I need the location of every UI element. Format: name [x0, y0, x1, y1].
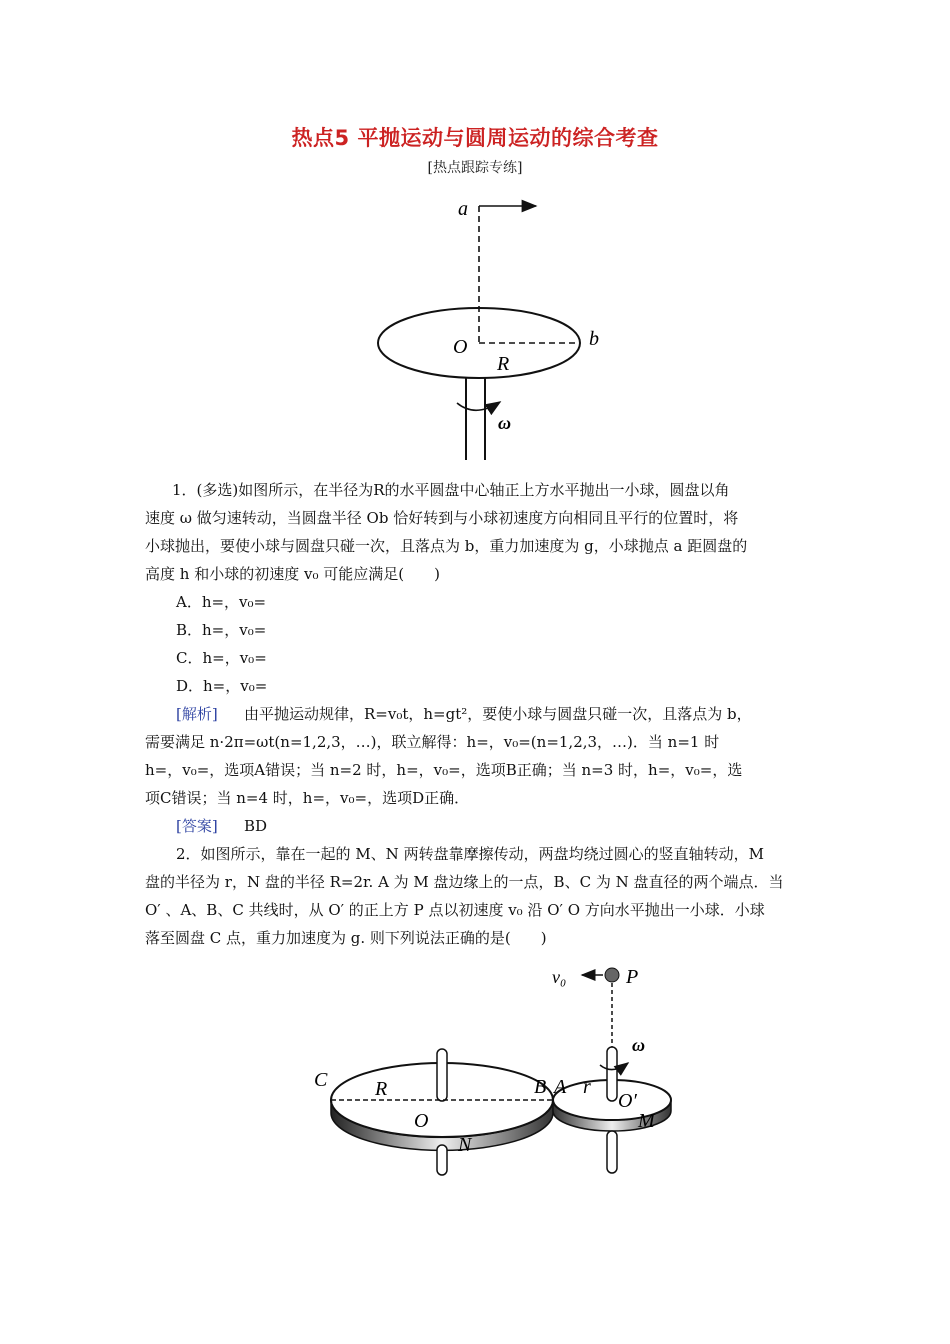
- label-omega: ω: [498, 413, 512, 433]
- label-P: P: [626, 966, 639, 988]
- label-B: B: [534, 1076, 547, 1098]
- q1-option-b: B．h=，v₀=: [176, 621, 267, 639]
- label-O-prime: O′: [618, 1090, 637, 1112]
- ball-P: [605, 968, 619, 982]
- q1-line-3: 小球抛出，要使小球与圆盘只碰一次，且落点为 b，重力加速度为 g，小球抛点 a 距圆盘的: [145, 537, 748, 555]
- page-title: 热点5 平抛运动与圆周运动的综合考查: [291, 126, 659, 150]
- q1-analysis-line-4: 项C错误；当 n=4 时，h=，v₀=，选项D正确．: [145, 789, 470, 807]
- q1-line-1: 1．(多选)如图所示，在半径为R的水平圆盘中心轴正上方水平抛出一小球，圆盘以角: [172, 481, 730, 499]
- rotation-arrow: [457, 402, 500, 410]
- q1-answer: BD: [244, 817, 268, 835]
- q1-line-4: 高度 h 和小球的初速度 v₀ 可能应满足( ): [145, 565, 440, 583]
- q2-line-1: 2．如图所示，靠在一起的 M、N 两转盘靠摩擦传动，两盘均绕过圆心的竖直轴转动，M: [176, 845, 764, 863]
- label-A: A: [554, 1076, 567, 1098]
- figure-2-disks: [300, 955, 690, 1185]
- shaft-M-top: [607, 1047, 617, 1101]
- q1-answer-tag: [答案]: [176, 817, 218, 835]
- q1-option-a: A．h=，v₀=: [176, 593, 267, 611]
- label-N: N: [458, 1134, 472, 1156]
- label-omega-2: ω: [632, 1035, 646, 1055]
- shaft-N-top: [437, 1049, 447, 1101]
- q1-analysis-line-2: 需要满足 n·2π=ωt(n=1,2,3，…)，联立解得：h=，v₀=(n=1,2,3，…)．当 n=1 时: [145, 733, 720, 751]
- figure-1-disk: [360, 190, 620, 470]
- label-R-2: R: [375, 1078, 388, 1100]
- label-O-2: O: [414, 1110, 429, 1132]
- q1-analysis-line-1: 由平抛运动规律，R=v₀t，h=gt²，要使小球与圆盘只碰一次，且落点为 b，: [244, 705, 752, 723]
- label-a: a: [458, 198, 468, 220]
- page-subtitle: [热点跟踪专练]: [427, 160, 523, 176]
- q1-analysis-tag: [解析]: [176, 705, 218, 723]
- q1-analysis-line-3: h=，v₀=，选项A错误；当 n=2 时，h=，v₀=，选项B正确；当 n=3 时，h=，v₀=，选: [145, 761, 743, 779]
- shaft-M-bottom: [607, 1131, 617, 1173]
- label-R: R: [497, 353, 510, 375]
- q2-line-4: 落至圆盘 C 点，重力加速度为 g. 则下列说法正确的是( ): [145, 929, 547, 947]
- q2-line-2: 盘的半径为 r，N 盘的半径 R=2r. A 为 M 盘边缘上的一点，B、C 为 N 盘直径的两个端点．当: [145, 873, 784, 891]
- label-O: O: [453, 336, 468, 358]
- q1-line-2: 速度 ω 做匀速转动，当圆盘半径 Ob 恰好转到与小球初速度方向相同且平行的位置时，将: [145, 509, 739, 527]
- label-M: M: [638, 1110, 655, 1132]
- q1-option-c: C．h=，v₀=: [176, 649, 267, 667]
- shaft-N-bottom: [437, 1145, 447, 1175]
- label-b: b: [589, 328, 599, 350]
- q1-option-d: D．h=，v₀=: [176, 677, 268, 695]
- q2-line-3: O′ 、A、B、C 共线时，从 O′ 的正上方 P 点以初速度 v₀ 沿 O′ O 方向水平抛出一小球．小球: [145, 901, 765, 919]
- label-v0: v₀: [552, 967, 567, 987]
- label-C: C: [314, 1069, 328, 1091]
- label-r: r: [583, 1076, 591, 1098]
